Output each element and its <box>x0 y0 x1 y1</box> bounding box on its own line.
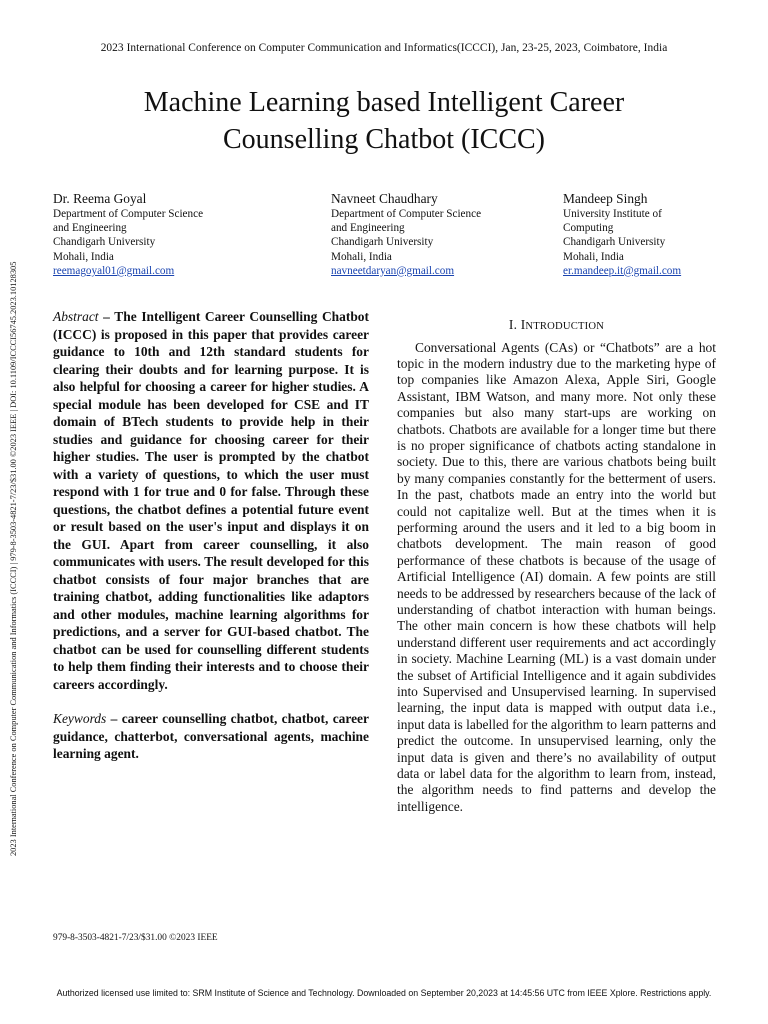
author-university: Chandigarh University <box>331 236 434 249</box>
author-university: Chandigarh University <box>563 236 666 249</box>
keywords-label: Keywords <box>53 711 107 726</box>
author-email-link[interactable]: er.mandeep.it@gmail.com <box>563 264 682 277</box>
keywords-paragraph <box>53 710 369 763</box>
section-rest: NTRODUCTION <box>525 321 605 332</box>
side-doi-strip <box>2 166 16 856</box>
section-heading <box>397 316 716 336</box>
left-column <box>53 308 369 763</box>
author-block-2 <box>331 191 531 278</box>
author-location: Mohali, India <box>53 250 114 263</box>
abstract-paragraph <box>53 308 369 693</box>
author-dept: Computing <box>563 222 614 235</box>
section-first-letter: I <box>520 317 526 332</box>
introduction-paragraph: Conversational Agents (CAs) or “Chatbots” are a hot topic in the modern industry due to the marketing hype of top companies like Amazon Alexa, Apple Siri, Google Assistant, IBM Watson, and many more. Not only these companies but also many start-ups are working on chatbots. Chatbots are available for a longer time but there is no proper significance of chatbots acting standalone in society. Due to this, there are various chatbots being built by many companies constantly for the betterment of users. In the past, chatbots made an entry into the world but could not capitalize well. But at the times when it is performing around the users and it led to a big boom in chatbots development. The main reason of good performance of these chatbots is because of the usage of Artificial Intelligence (AI) domain. A few points are still needs to be addressed by researchers because of the lack of understanding of chatbot interaction with human beings. The other main concern is how these chatbots will help understand different user requirements and act accordingly in society. Machine Learning (ML) is a vast domain under the subset of Artificial Intelligence and it again subdivides into Supervised and Unsupervised learning. In supervised learning, the input data is mapped with output data i.e., input data is labelled for the algorithm to learn patterns and predict the outcome. In unsupervised learning, only the input data is given and there’s no availability of output data or label data for the algorithm to learn from, instead, the algorithm needs to find patterns and develop the intelligence. <box>397 339 716 814</box>
abstract-text: – The Intelligent Career Counselling Chatbot (ICCC) is proposed in this paper that provides career guidance to 10th and 12th standard students for clearing their doubts and for learning purpose. It is also helpful for choosing a career for higher studies. A special module has been developed for CSE and IT domain of BTech students to provide help in their studies and guidance for choosing career for their higher studies. The user is prompted by the chatbot with a variety of questions, to which the user must respond with 1 for true and 0 for false. Through these questions, the chatbot defines a potential future event or result based on the user's input and displays it on the GUI. Apart from career counselling, it also communicates with users. The result developed for this chatbot consists of four major branches that are training chatbot, adding functionalities like adaptors and other modules, machine learning algorithms for predictions, and a server for GUI-based chatbot. The chatbot can be used for counselling different students to help them finding their interests and to choose their careers accordingly. <box>53 309 369 692</box>
title-line-2: Counselling Chatbot (ICCC) <box>223 124 545 155</box>
copyright-notice: 979-8-3503-4821-7/23/$31.00 ©2023 IEEE <box>53 933 218 943</box>
side-doi-text: 2023 International Conference on Computer Communication and Informatics (ICCCI) | 979-8-3503-4821-7/23/$31.00 ©2023 IEEE | DOI: 10.1109/ICCCI56745.2023.10128305 <box>9 261 18 856</box>
right-column <box>397 316 716 815</box>
footer-license: Authorized licensed use limited to: SRM Institute of Science and Technology. Downloaded on September 20,2023 at 14:45:56 UTC from IEEE Xplore. Restrictions apply. <box>56 988 712 998</box>
author-university: Chandigarh University <box>53 236 156 249</box>
section-numeral: I. <box>508 317 518 332</box>
author-block-1 <box>53 191 243 278</box>
author-dept: University Institute of <box>563 208 662 220</box>
author-name: Dr. Reema Goyal <box>53 191 147 206</box>
paper-title <box>60 84 708 158</box>
author-location: Mohali, India <box>563 250 624 263</box>
author-block-3 <box>563 191 723 278</box>
author-email-link[interactable]: reemagoyal01@gmail.com <box>53 264 175 277</box>
author-name: Navneet Chaudhary <box>331 191 438 206</box>
abstract-label: Abstract <box>53 309 99 324</box>
author-dept: Department of Computer Science <box>53 208 204 220</box>
title-line-1: Machine Learning based Intelligent Career <box>143 87 625 118</box>
author-dept: and Engineering <box>331 222 405 235</box>
conference-header: 2023 International Conference on Computer Communication and Informatics(ICCCI), Jan, 23-25, 2023, Coimbatore, India <box>100 42 668 54</box>
author-name: Mandeep Singh <box>563 191 648 206</box>
author-location: Mohali, India <box>331 250 392 263</box>
keywords-text: – career counselling chatbot, chatbot, career guidance, chatterbot, conversational agents, machine learning agent. <box>53 711 369 761</box>
author-dept: and Engineering <box>53 222 127 235</box>
author-dept: Department of Computer Science <box>331 208 482 220</box>
author-email-link[interactable]: navneetdaryan@gmail.com <box>331 264 455 277</box>
